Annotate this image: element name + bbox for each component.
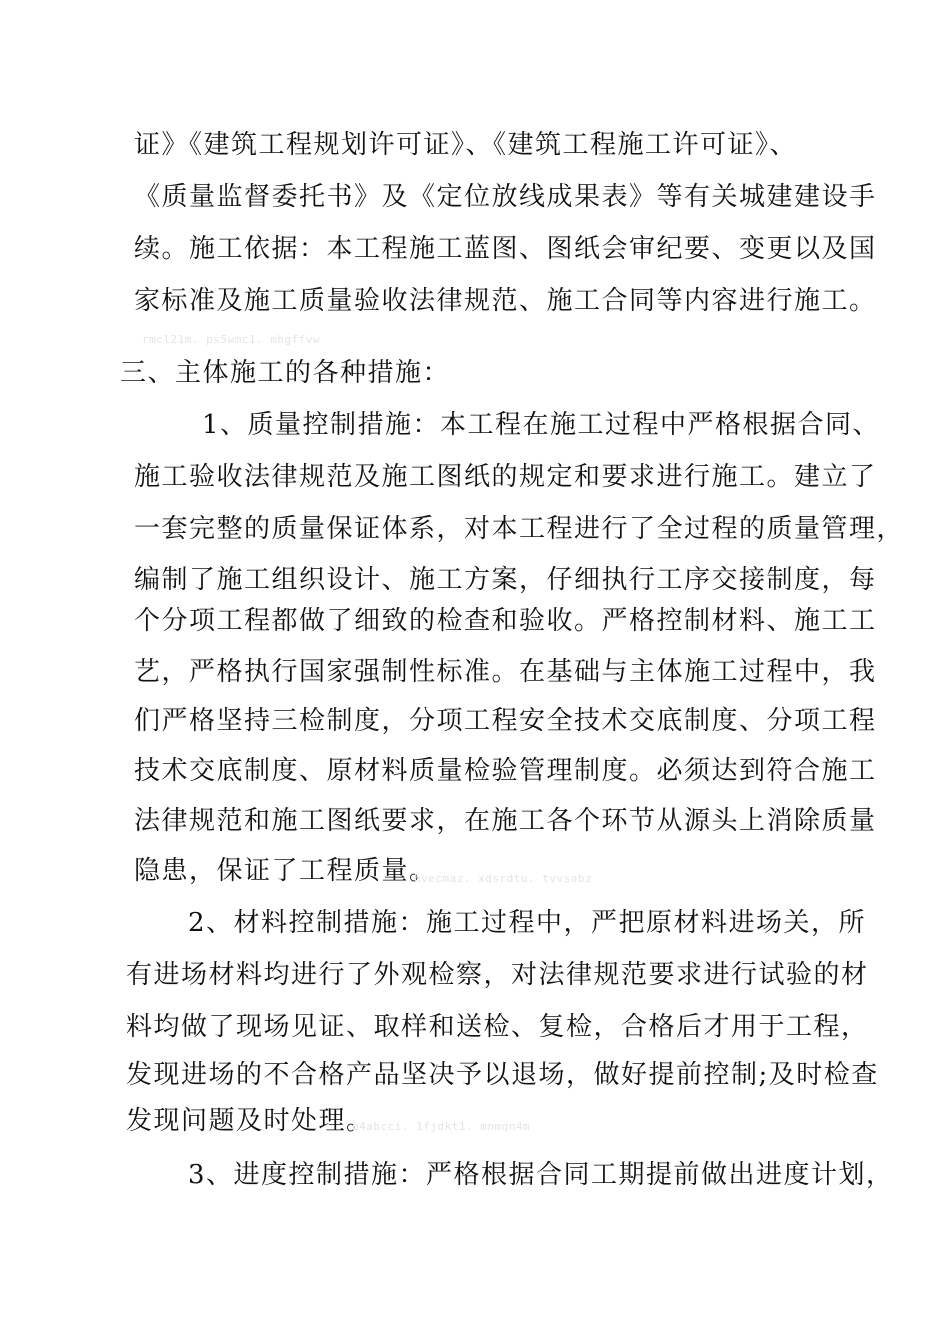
- watermark-3: b4abcci. 1fjdkt1. mnmqn4m: [352, 1120, 531, 1133]
- paragraph-1-line-10: 隐患，保证了工程质量。: [134, 856, 437, 886]
- paragraph-1-line-7: 们严格坚持三检制度，分项工程安全技术交底制度、分项工程: [134, 706, 877, 736]
- text-line-4: 家标准及施工质量验收法律规范、施工合同等内容进行施工。: [134, 286, 877, 316]
- paragraph-2-line-4: 发现进场的不合格产品坚决予以退场，做好提前控制;及时检查: [126, 1060, 879, 1090]
- section-heading: 三、主体施工的各种措施：: [120, 358, 451, 388]
- paragraph-2-line-3: 料均做了现场见证、取样和送检、复检，合格后才用于工程，: [126, 1012, 869, 1042]
- paragraph-1-line-8: 技术交底制度、原材料质量检验管理制度。必须达到符合施工: [134, 756, 877, 786]
- paragraph-1-line-2: 施工验收法律规范及施工图纸的规定和要求进行施工。建立了: [134, 462, 877, 492]
- paragraph-2-line-1: 2、材料控制措施：施工过程中，严把原材料进场关，所: [188, 908, 867, 938]
- paragraph-1-line-5: 个分项工程都做了细致的检查和验收。严格控制材料、施工工: [134, 606, 877, 636]
- paragraph-1-line-9: 法律规范和施工图纸要求，在施工各个环节从源头上消除质量: [134, 806, 877, 836]
- paragraph-1-line-3: 一套完整的质量保证体系，对本工程进行了全过程的质量管理，: [134, 514, 905, 544]
- text-line-3: 续。施工依据：本工程施工蓝图、图纸会审纪要、变更以及国: [134, 234, 877, 264]
- paragraph-2-line-5: 发现问题及时处理。: [126, 1106, 374, 1136]
- paragraph-1-line-1: 1、质量控制措施：本工程在施工过程中严格根据合同、: [202, 410, 881, 440]
- text-line-2: 《质量监督委托书》及《定位放线成果表》等有关城建建设手: [134, 182, 877, 212]
- paragraph-1-line-4: 编制了施工组织设计、施工方案，仔细执行工序交接制度，每: [134, 565, 877, 595]
- text-line-1: 证》《建筑工程规划许可证》、《建筑工程施工许可证》、: [134, 130, 798, 160]
- watermark-1: rmcl21m. ps5wmc1. mhgffvw: [142, 333, 321, 346]
- watermark-2: hvecmaz. xdsrdtu. tvvsabz: [414, 872, 593, 885]
- paragraph-1-line-6: 艺，严格执行国家强制性标准。在基础与主体施工过程中，我: [134, 657, 877, 687]
- paragraph-3-line-1: 3、进度控制措施：严格根据合同工期提前做出进度计划，: [188, 1160, 894, 1190]
- paragraph-2-line-2: 有进场材料均进行了外观检察，对法律规范要求进行试验的材: [126, 960, 869, 990]
